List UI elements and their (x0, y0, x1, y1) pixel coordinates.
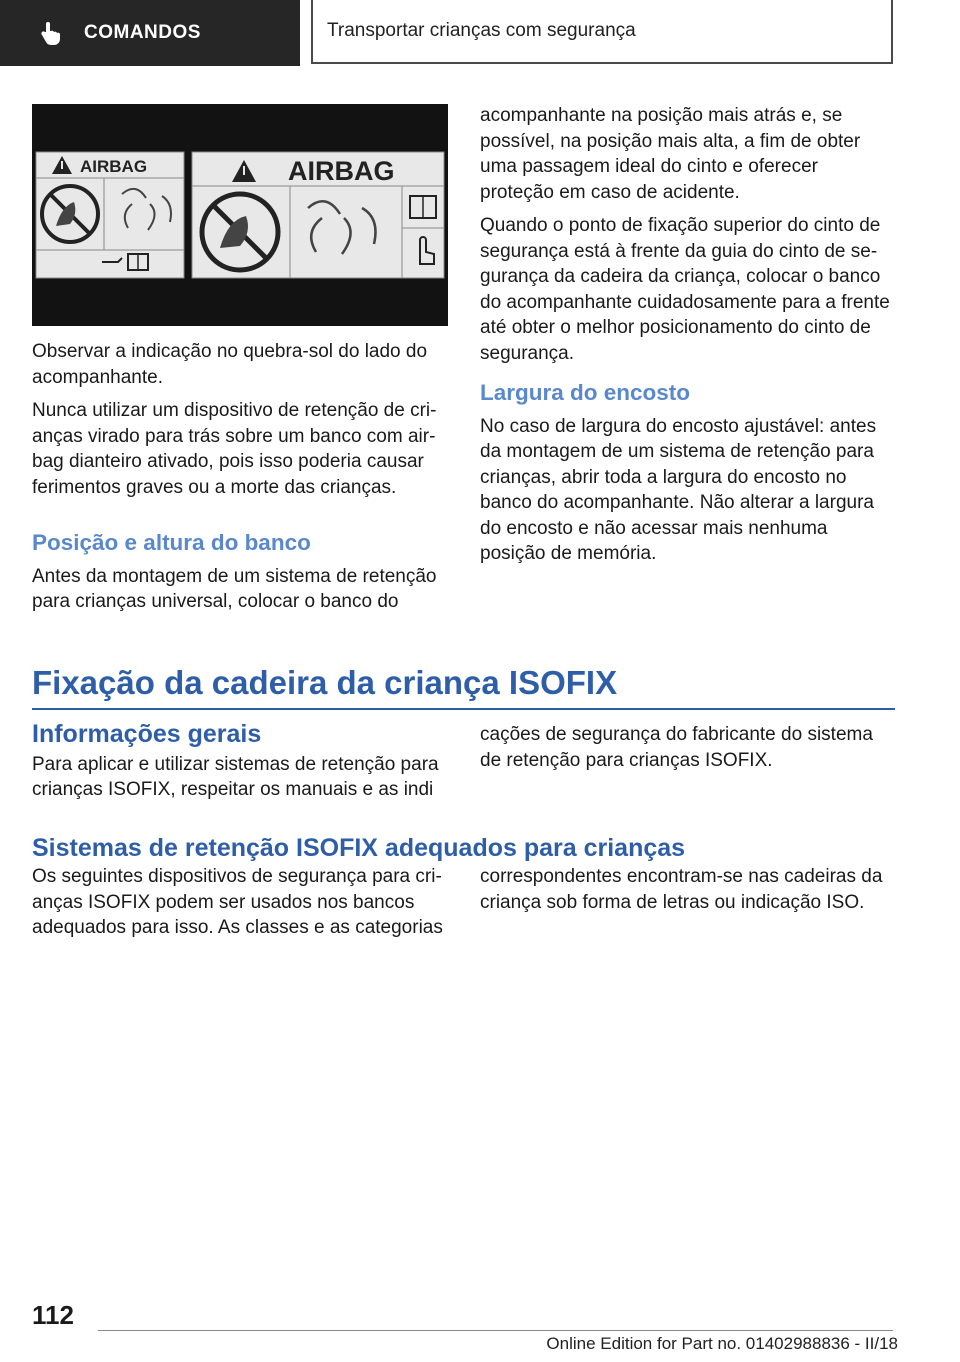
section-title: COMANDOS (84, 22, 201, 43)
hand-pointer-icon (38, 20, 64, 46)
isofix-general-left (32, 722, 448, 811)
left-column (32, 339, 448, 623)
suitable-text-left: Os seguintes dispositivos de segurança para crianças ISOFIX podem ser usados nos bancos adequados para isso. As classes e as categorias (32, 866, 443, 938)
airbag-text-small: AIRBAG (80, 157, 148, 176)
header-section-tab (0, 0, 300, 66)
heading-general-info: Informações gerais (32, 720, 262, 748)
isofix-general-right (480, 722, 896, 781)
airbag-text-large: AIRBAG (288, 156, 395, 186)
page-number: 112 (32, 1300, 74, 1330)
general-text-right: cações de segurança do fabricante do sistema de retenção para crianças ISOFIX. (480, 724, 873, 771)
header-topic-box (311, 0, 893, 64)
heading-seat-position: Posição e altura do banco (32, 530, 311, 555)
heading-backrest-width: Largura do encosto (480, 380, 691, 405)
airbag-label-figure (32, 104, 448, 326)
general-text-left: Para aplicar e utilizar sistemas de retenção para crianças ISOFIX, respeitar os manuais e as indi (32, 753, 439, 800)
warning-text: Nunca utilizar um dispositivo de retenção de crianças virado para trás sobre um banco com airbag dianteiro ativado, pois isso poderia causar ferimentos graves ou a morte das crianças. (32, 400, 437, 498)
seat-position-text: Antes da montagem de um sistema de retenção para crianças universal, colocar o banco do (32, 565, 437, 612)
belt-anchor-text: Quando o ponto de fixação superior do cinto de segurança está à frente da guia do cinto de segurança da cadeira da criança, colocar o banco do acompanhante cuidadosamente para a frente até obter o melhor posicionamento do cinto de segurança. (480, 215, 890, 364)
right-column (480, 103, 896, 575)
seat-position-text-cont: acompanhante na posição mais atrás e, se possível, na posição mais alta, a fim de obter uma passagem ideal do cinto e oferecer proteção em caso de acidente. (480, 105, 861, 203)
heading-suitable-isofix: Sistemas de retenção ISOFIX adequados para crianças (32, 834, 686, 862)
figure-caption: Observar a indicação no quebra-sol do lado do acompanhante. (32, 341, 428, 388)
edition-text: Online Edition for Part no. 01402988836 - II/18 (546, 1334, 898, 1353)
footer-rule (98, 1330, 893, 1331)
suitable-text-right: correspondentes encontram-se nas cadeiras da criança sob forma de letras ou indicação ISO. (480, 866, 883, 913)
backrest-width-text: No caso de largura do encosto ajustável: antes da montagem de um sistema de retenção para crianças, abrir toda a largura do encosto no banco do acompanhante. Não alterar a largura do encosto e não acessar mais nenhuma posição de memória. (480, 415, 877, 564)
isofix-suitable-right (480, 864, 896, 923)
isofix-suitable-left (32, 864, 448, 949)
section-title-isofix: Fixação da cadeira da criança ISOFIX (32, 664, 895, 710)
topic-title: Transportar crianças com segurança (327, 20, 636, 41)
